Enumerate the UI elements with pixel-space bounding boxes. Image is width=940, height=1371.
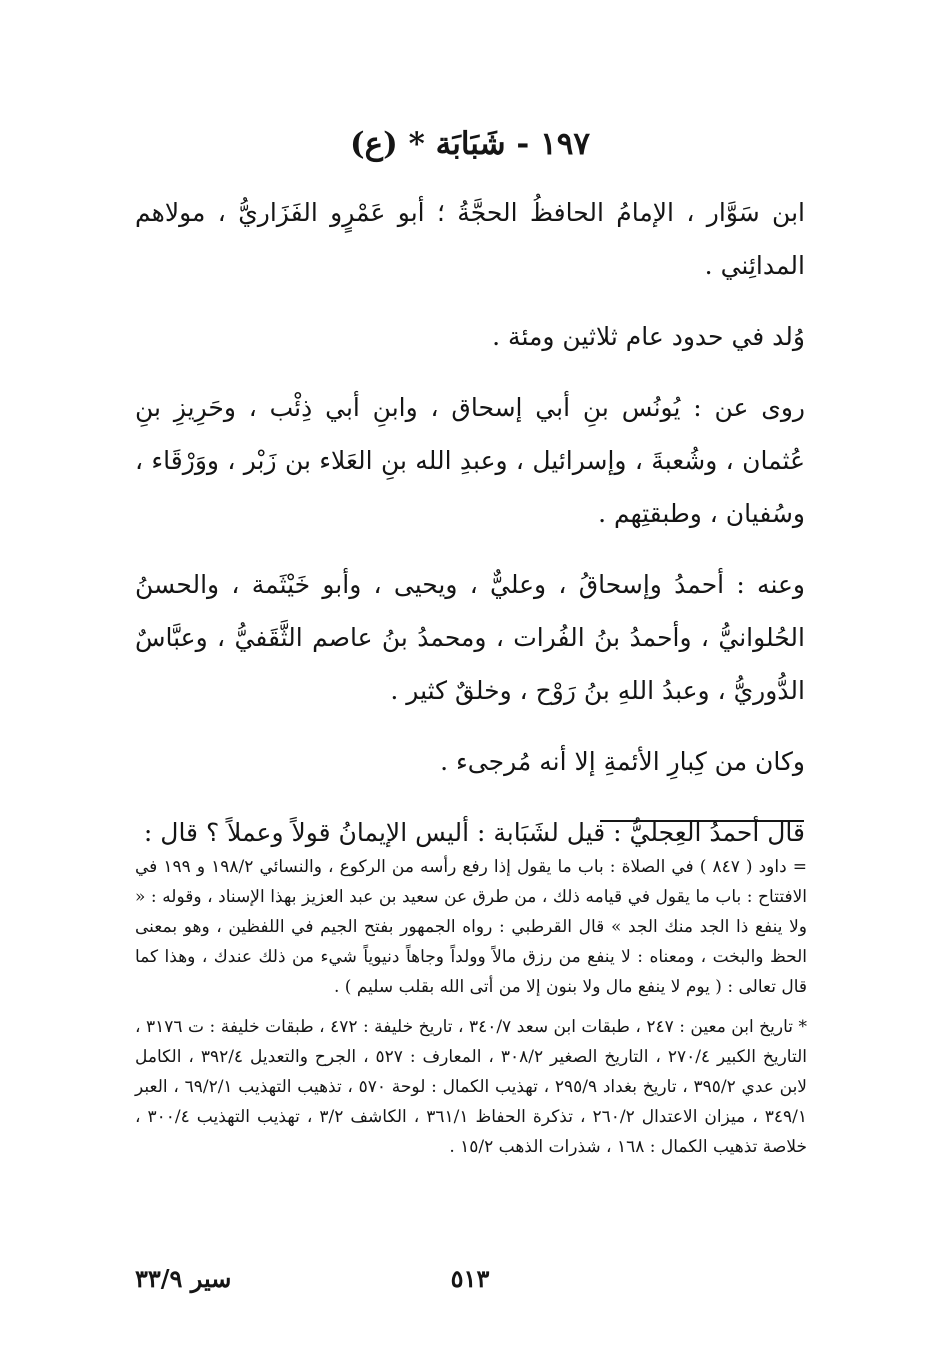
- body-paragraph: وكان من كِبارِ الأئمةِ إلا أنه مُرجىء .: [440, 747, 805, 776]
- footnotes: [135, 852, 807, 1172]
- biography-heading: ١٩٧ - شَبَابَة * (ع): [349, 126, 591, 162]
- body-paragraph: ابن سَوَّار ، الإمامُ الحافظُ الحجَّةُ ؛ أبو عَمْرٍو الفَزَاريُّ ، مولاهم المدائِني .: [135, 198, 805, 280]
- page-number: ٥١٣: [450, 1264, 490, 1293]
- footnote: = داود ( ٨٤٧ ) في الصلاة : باب ما يقول إذا رفع رأسه من الركوع ، والنسائي ١٩٨/٢ و ١٩٩ في الافتتاح : باب ما يقول في قيامه ذلك ، من طرق عن سعيد بن عبد العزيز بهذا الإسناد ، وقوله : « ولا ينفع ذا الجد منك الجد » قال القرطبي : رواه الجمهور بفتح الجيم في اللفظين ، وهو بمعنى الحظ والبخت ، ومعناه : لا ينفع من رزق مالاً وولداً وجاهاً دنيوياً شيء من ذلك عندك ، وهذا كما قال تعالى : ( يوم لا ينفع مال ولا بنون إلا من أتى الله بقلب سليم ) .: [135, 857, 807, 997]
- footnote-separator: [600, 820, 804, 822]
- biography-body: [135, 186, 805, 877]
- volume-signature: سير ٣٣/٩: [135, 1264, 232, 1293]
- footnote: * تاريخ ابن معين : ٢٤٧ ، طبقات ابن سعد ٣٤٠/٧ ، تاريخ خليفة : ٤٧٢ ، طبقات خليفة : ت ٣١٧٦ ، التاريخ الكبير ٢٧٠/٤ ، التاريخ الصغير ٣٠٨/٢ ، المعارف : ٥٢٧ ، الجرح والتعديل ٣٩٢/٤ ، الكامل لابن عدي ٣٩٥/٢ ، تاريخ بغداد ٢٩٥/٩ ، تهذيب الكمال : لوحة ٥٧٠ ، تذهيب التهذيب ٦٩/٢/١ ، العبر ٣٤٩/١ ، ميزان الاعتدال ٢٦٠/٢ ، تذكرة الحفاظ ٣٦١/١ ، الكاشف ٣/٢ ، تهذيب التهذيب ٣٠٠/٤ ، خلاصة تذهيب الكمال : ١٦٨ ، شذرات الذهب ١٥/٢ .: [135, 1017, 808, 1157]
- body-paragraph: قال أحمدُ العِجليُّ : قيل لشَبَابة : أليس الإيمانُ قولاً وعملاً ؟ قال :: [143, 818, 805, 847]
- body-paragraph: وعنه : أحمدُ وإسحاقُ ، وعليٌّ ، ويحيى ، وأبو خَيْثَمة ، والحسنُ الحُلوانيُّ ، وأحمدُ بنُ الفُرات ، ومحمدُ بنُ عاصم الثَّقَفيُّ ، وعبَّاسٌ الدُّوريُّ ، وعبدُ اللهِ بنُ رَوْح ، وخلقٌ كثير .: [135, 570, 805, 705]
- body-paragraph: وُلد في حدود عام ثلاثين ومئة .: [492, 322, 805, 351]
- body-paragraph: روى عن : يُونُس بنِ أبي إسحاق ، وابنِ أبي ذِئْب ، وحَرِيزِ بنِ عُثمان ، وشُعبةَ ، وإسرائيل ، وعبدِ الله بنِ العَلاء بن زَبْر ، ووَرْقَاء ، وسُفيان ، وطبقتِهم .: [135, 393, 805, 528]
